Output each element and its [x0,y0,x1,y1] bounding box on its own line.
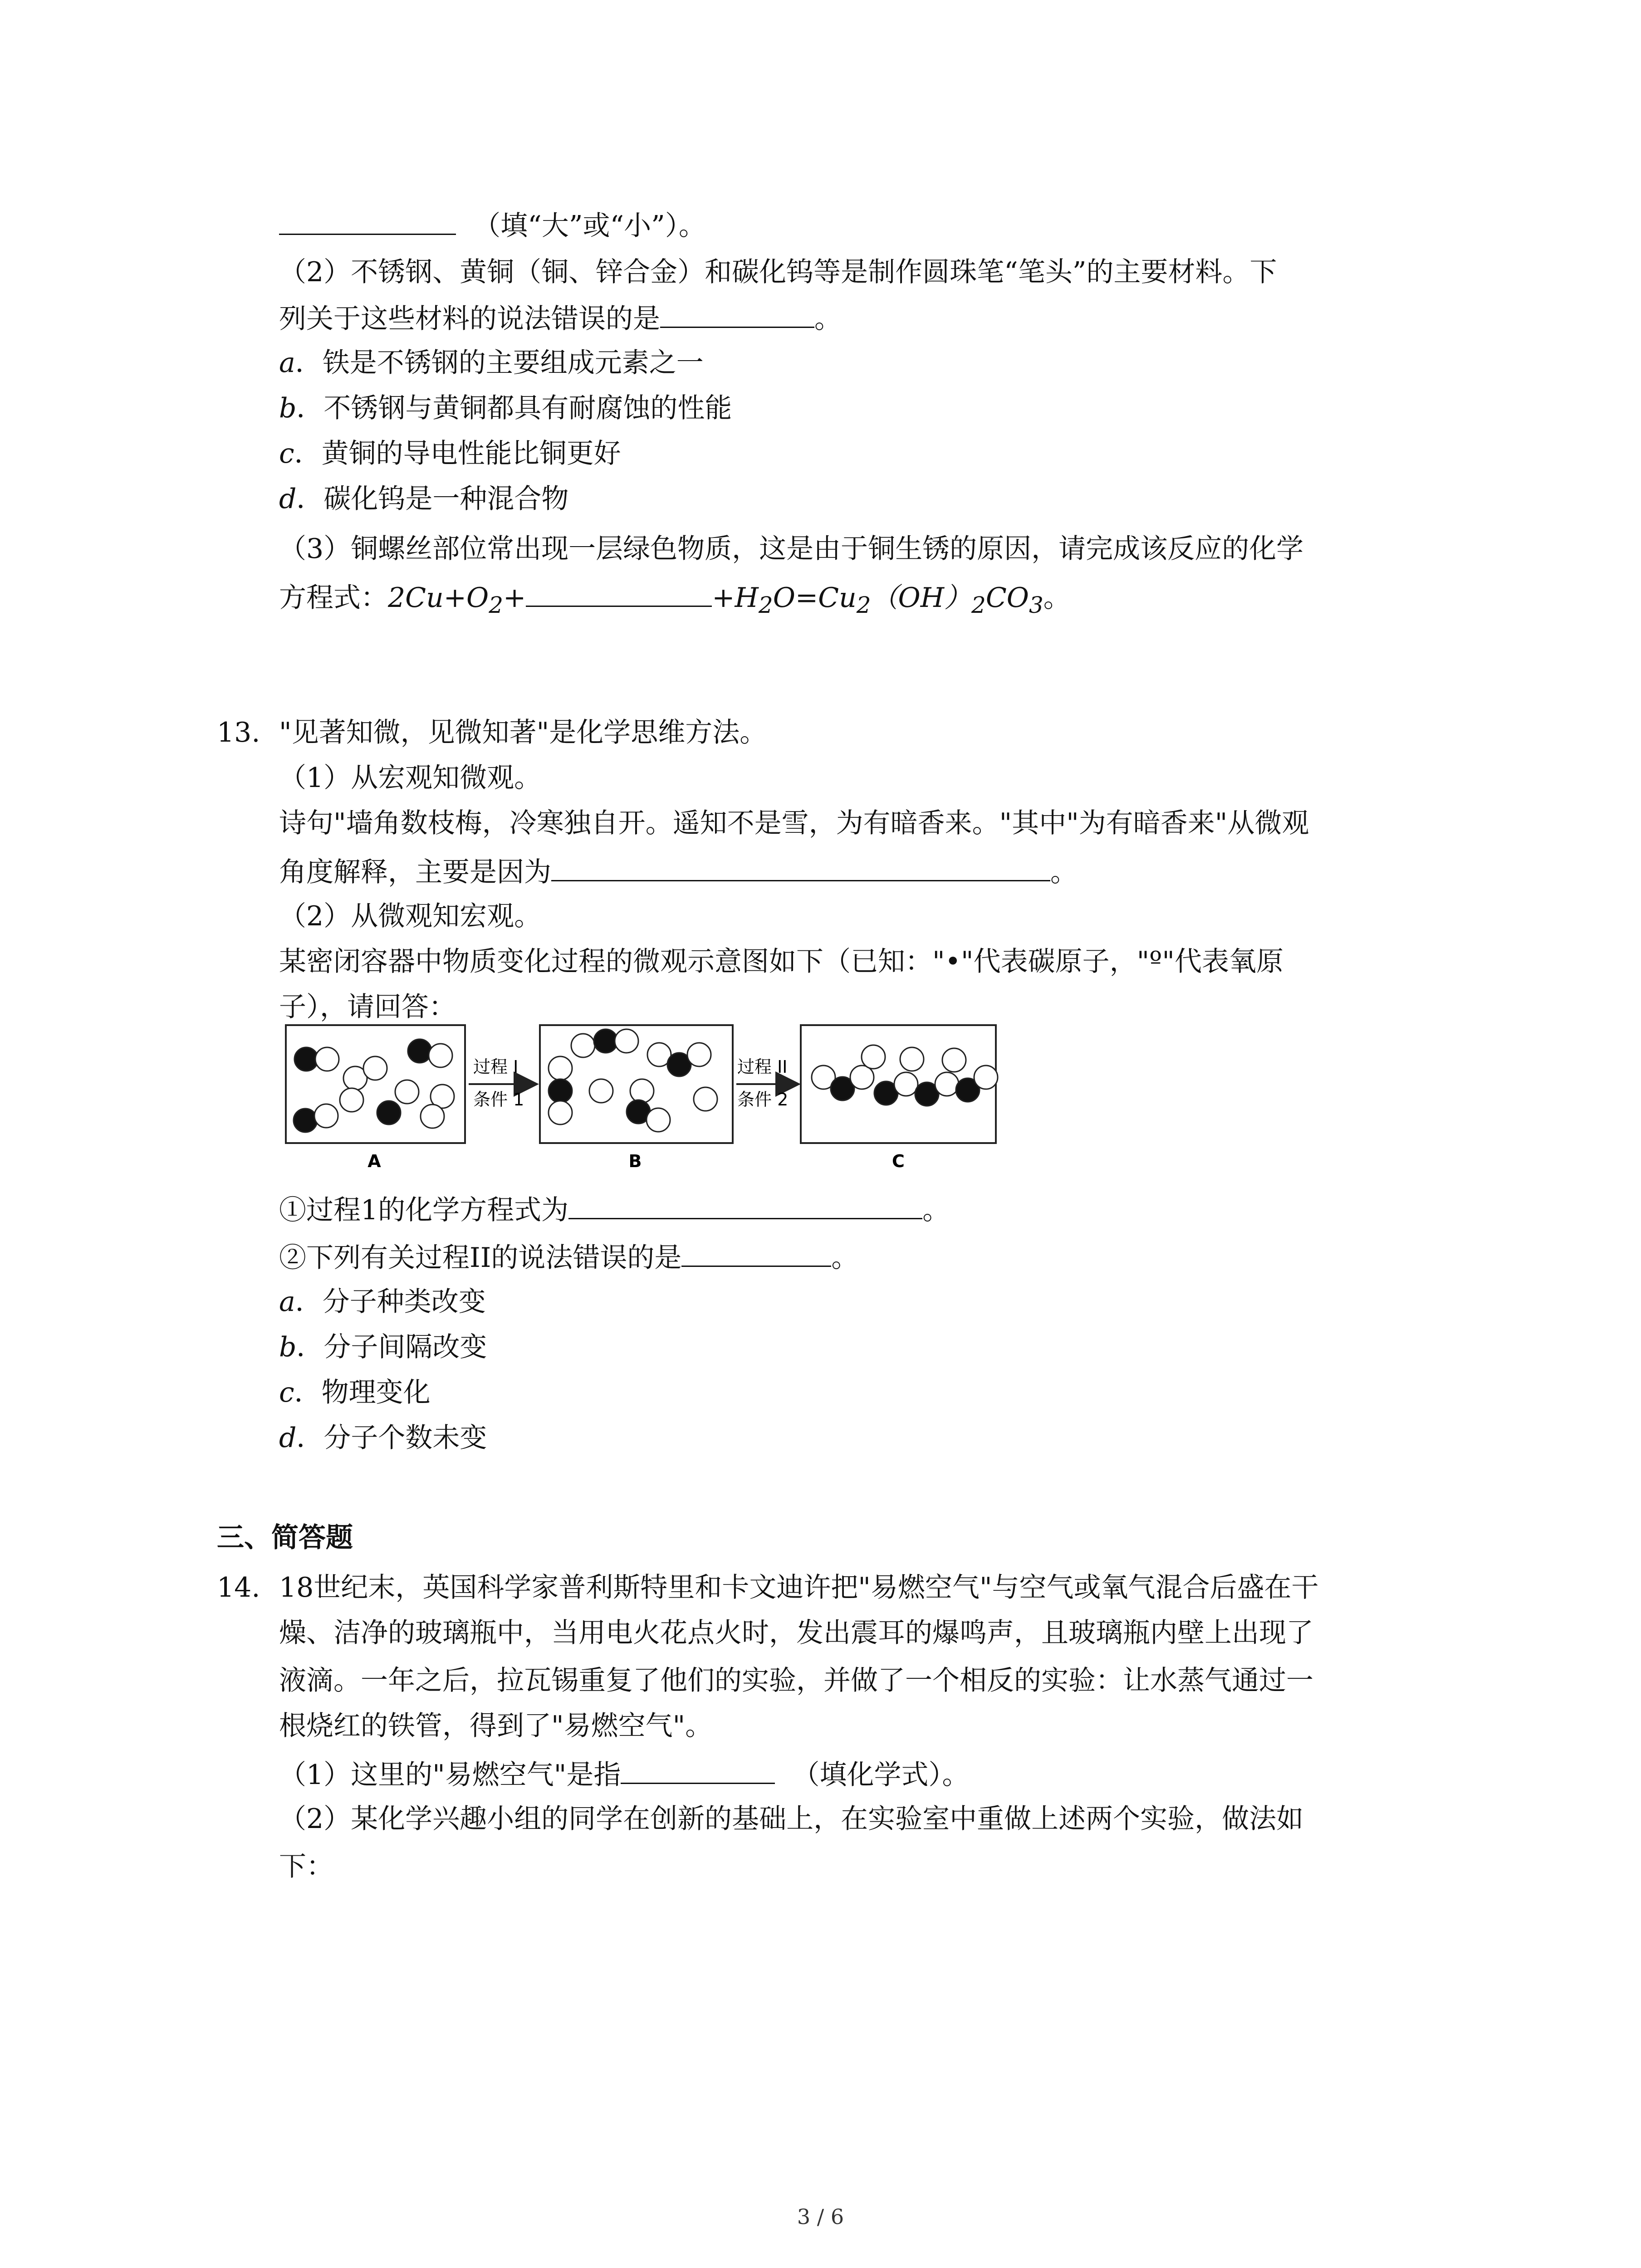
q13-number: 13. [217,717,260,748]
box-a [286,1025,465,1143]
eq-part: （OH） [871,582,972,614]
q13-sub1 [279,1191,950,1228]
q12-option-b [279,390,732,426]
q13-part2-line1: 某密闭容器中物质变化过程的微观示意图如下（已知："•"代表碳原子，"º"代表氧原 [279,946,1283,978]
eq-part: +H [712,582,759,614]
answer-blank[interactable] [551,853,1050,881]
label-b: B [628,1151,642,1171]
q13-sub1-text: ①过程1的化学方程式为 [279,1194,569,1226]
q13-part1-line1: 诗句"墙角数枝梅，冷寒独自开。遥知不是雪，为有暗香来。"其中"为有暗香来"从微观 [279,807,1309,839]
option-text: ．分子个数未变 [296,1422,487,1454]
q14-part1-question: （1）这里的"易燃空气"是指 [279,1759,621,1791]
label-c: C [892,1151,905,1171]
period: 。 [831,1242,859,1274]
section-title: 三、简答题 [217,1522,353,1554]
q12-part2-line1: （2）不锈钢、黄铜（铜、锌合金）和碳化钨等是制作圆珠笔“笔头”的主要材料。下 [279,256,1277,288]
q13-option-b [279,1329,487,1365]
box-c [801,1025,998,1143]
option-letter: d [279,1422,297,1454]
q14-number: 14. [217,1572,260,1603]
q13-part1-line2 [279,853,1078,890]
option-text: ．铁是不锈钢的主要组成元素之一 [295,347,704,379]
option-letter: d [279,483,297,515]
q12-hint: （填“大”或“小”）。 [473,210,706,242]
option-text: ．不锈钢与黄铜都具有耐腐蚀的性能 [296,392,732,424]
answer-blank[interactable] [568,1191,922,1219]
q12-option-d [279,481,568,517]
arrow2-label-bottom: 条件 2 [737,1090,789,1110]
option-text: ．碳化钨是一种混合物 [296,483,569,515]
answer-blank[interactable] [621,1755,775,1784]
eq-sub: 3 [1029,592,1043,618]
eq-part: 2Cu+O [388,582,489,614]
q14-line1: 18世纪末，英国科学家普利斯特里和卡文迪许把"易燃空气"与空气或氧气混合后盛在干 [279,1572,1319,1603]
q12-part3-line1: （3）铜螺丝部位常出现一层绿色物质，这是由于铜生锈的原因，请完成该反应的化学 [279,533,1304,565]
option-letter: b [279,1331,297,1363]
q12-part2-question: 列关于这些材料的说法错误的是 [279,303,660,335]
eq-sub: 2 [489,592,503,618]
eq-sub: 2 [971,592,986,618]
molecule-process-diagram [284,1023,1000,1173]
period: 。 [1050,856,1078,888]
q14-line2: 燥、洁净的玻璃瓶中，当用电火花点火时，发出震耳的爆鸣声，且玻璃瓶内壁上出现了 [279,1617,1313,1649]
option-letter: b [279,392,297,424]
q14-part2-line1: （2）某化学兴趣小组的同学在创新的基础上，在实验室中重做上述两个实验，做法如 [279,1803,1304,1835]
q14-part2-line2: 下： [279,1851,333,1882]
q14-line3: 液滴。一年之后，拉瓦锡重复了他们的实验，并做了一个相反的实验：让水蒸气通过一 [279,1665,1313,1696]
q12-option-a [279,345,704,381]
option-text: ．分子间隔改变 [296,1331,487,1363]
answer-blank[interactable] [526,578,712,607]
q13-option-d [279,1420,487,1456]
eq-part: + [503,582,526,614]
option-letter: c [279,438,294,469]
q14-part1 [279,1755,970,1793]
q14-part1-hint: （填化学式）。 [792,1759,970,1791]
q12-fill-line [279,206,706,244]
q13-part1-question: 角度解释，主要是因为 [279,856,551,888]
q12-equation-line [279,578,1071,623]
q13-sub2-text: ②下列有关过程II的说法错误的是 [279,1242,682,1274]
option-text: ．分子种类改变 [295,1286,486,1318]
period: 。 [814,303,842,335]
eq-part: O=Cu [773,582,857,614]
answer-blank[interactable] [660,299,814,328]
q12-option-c [279,435,621,472]
eq-sub: 2 [856,592,871,618]
answer-blank[interactable] [279,206,456,235]
eq-end: 。 [1043,582,1071,614]
period: 。 [922,1194,950,1226]
q13-sub2 [279,1238,858,1276]
option-letter: a [279,347,295,379]
option-text: ．物理变化 [294,1377,431,1408]
eq-part: CO [985,582,1029,614]
arrow1-label-bottom: 条件 1 [473,1090,524,1110]
option-letter: a [279,1286,295,1318]
q13-part2-head: （2）从微观知宏观。 [279,900,542,932]
page-number: 3 / 6 [797,2204,844,2229]
arrow1-label-top: 过程 I [473,1057,519,1077]
option-letter: c [279,1377,294,1408]
arrow-process-1 [469,1057,535,1110]
label-a: A [367,1151,381,1171]
eq-sub: 2 [758,592,773,618]
q13-option-c [279,1374,431,1411]
answer-blank[interactable] [681,1238,831,1267]
arrow2-label-top: 过程 II [737,1057,788,1077]
q14-line4: 根烧红的铁管，得到了"易燃空气"。 [279,1710,713,1742]
q13-title: "见著知微，见微知著"是化学思维方法。 [279,717,767,748]
q13-option-a [279,1284,486,1320]
q13-part1-head: （1）从宏观知微观。 [279,762,542,794]
q13-part2-line2: 子），请回答： [279,991,456,1023]
equation-prefix: 方程式： [279,582,388,614]
option-text: ．黄铜的导电性能比铜更好 [294,438,621,469]
box-b [540,1025,733,1143]
q12-part2-line2 [279,299,842,337]
arrow-process-2 [736,1057,797,1110]
